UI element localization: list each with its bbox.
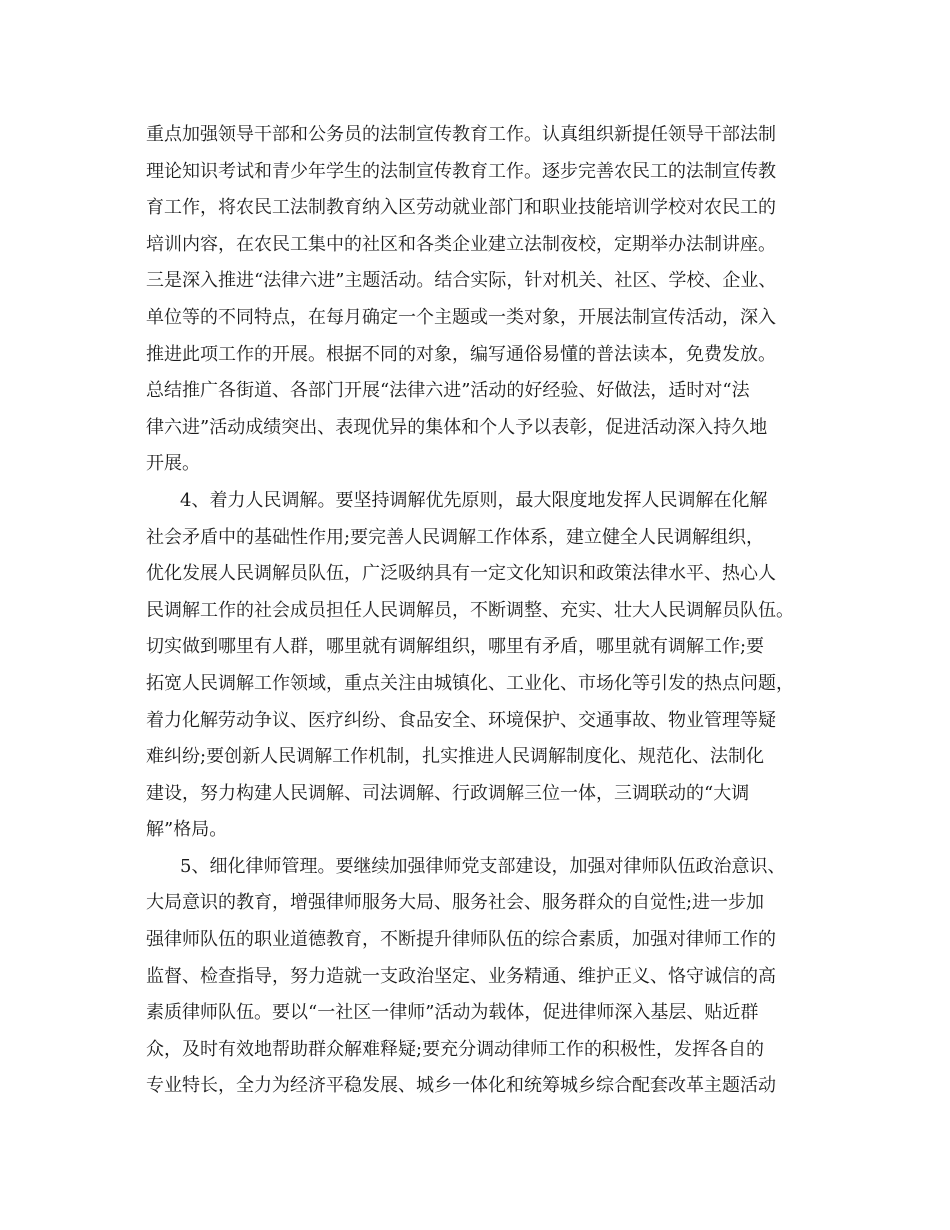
- text-line: 社会矛盾中的基础性作用;要完善人民调解工作体系，建立健全人民调解组织，: [146, 526, 765, 548]
- body-text: [146, 117, 816, 1105]
- text-line: 总结推广各街道、各部门开展“法律六进”活动的好经验、好做法，适时对“法: [146, 380, 750, 402]
- text-line: 三是深入推进“法律六进”主题活动。结合实际，针对机关、社区、学校、企业、: [146, 270, 777, 292]
- text-line: 建设，努力构建人民调解、司法调解、行政调解三位一体，三调联动的“大调: [146, 782, 750, 804]
- text-line: 育工作，将农民工法制教育纳入区劳动就业部门和职业技能培训学校对农民工的: [146, 197, 776, 219]
- text-line: 众，及时有效地帮助群众解难释疑;要充分调动律师工作的积极性，发挥各自的: [146, 1038, 765, 1060]
- text-line: 着力化解劳动争议、医疗纠纷、食品安全、环境保护、交通事故、物业管理等疑: [146, 709, 776, 731]
- text-line: 理论知识考试和青少年学生的法制宣传教育工作。逐步完善农民工的法制宣传教: [146, 160, 776, 182]
- text-line: 专业特长，全力为经济平稳发展、城乡一体化和统筹城乡综合配套改革主题活动: [146, 1075, 776, 1097]
- text-line: 单位等的不同特点，在每月确定一个主题或一类对象，开展法制宣传活动，深入: [146, 306, 776, 328]
- text-line: 5、细化律师管理。要继续加强律师党支部建设，加强对律师队伍政治意识、: [180, 855, 786, 877]
- text-line: 解”格局。: [146, 819, 228, 841]
- text-line: 4、着力人民调解。要坚持调解优先原则，最大限度地发挥人民调解在化解: [180, 489, 768, 511]
- text-line: 强律师队伍的职业道德教育，不断提升律师队伍的综合素质，加强对律师工作的: [146, 929, 776, 951]
- text-line: 开展。: [146, 453, 200, 475]
- text-line: 大局意识的教育，增强律师服务大局、服务社会、服务群众的自觉性;进一步加: [146, 892, 765, 914]
- text-line: 律六进”活动成绩突出、表现优异的集体和个人予以表彰，促进活动深入持久地: [146, 416, 768, 438]
- text-line: 难纠纷;要创新人民调解工作机制，扎实推进人民调解制度化、规范化、法制化: [146, 746, 765, 768]
- text-line: 监督、检查指导，努力造就一支政治坚定、业务精通、维护正义、恪守诚信的高: [146, 965, 776, 987]
- text-line: 优化发展人民调解员队伍，广泛吸纳具有一定文化知识和政策法律水平、热心人: [146, 563, 776, 585]
- text-line: 素质律师队伍。要以“一社区一律师”活动为载体，促进律师深入基层、贴近群: [146, 1002, 759, 1024]
- text-line: 重点加强领导干部和公务员的法制宣传教育工作。认真组织新提任领导干部法制: [146, 124, 776, 145]
- text-line: 拓宽人民调解工作领域，重点关注由城镇化、工业化、市场化等引发的热点问题，: [146, 672, 794, 694]
- text-line: 培训内容，在农民工集中的社区和各类企业建立法制夜校，定期举办法制讲座。: [146, 233, 776, 255]
- text-line: 推进此项工作的开展。根据不同的对象，编写通俗易懂的普法读本，免费发放。: [146, 343, 776, 365]
- text-line: 民调解工作的社会成员担任人民调解员，不断调整、充实、壮大人民调解员队伍。: [146, 599, 794, 621]
- text-line: 切实做到哪里有人群，哪里就有调解组织，哪里有矛盾，哪里就有调解工作;要: [146, 636, 765, 658]
